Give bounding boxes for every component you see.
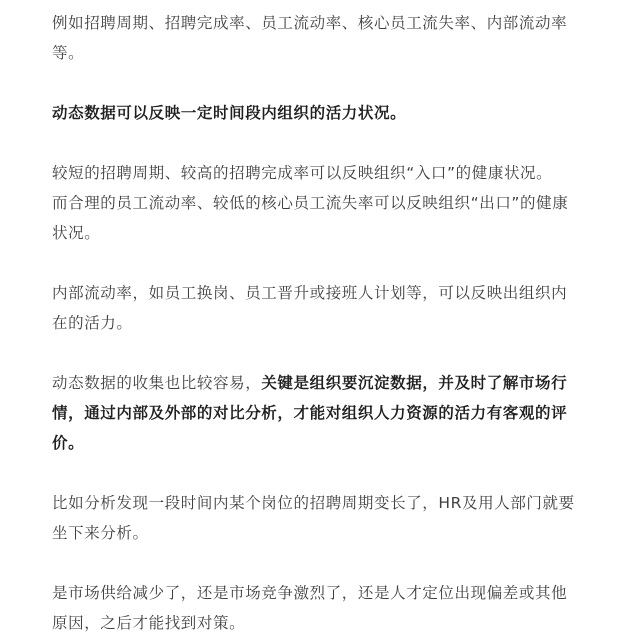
- paragraph-causes: 是市场供给减少了，还是市场竞争激烈了，还是人才定位出现偏差或其他原因，之后才能找到对策。: [52, 584, 568, 632]
- paragraph-heading-dynamic-data: 动态数据可以反映一定时间段内组织的活力状况。: [52, 104, 407, 122]
- spacer: [52, 548, 582, 578]
- paragraph-data-collection-bold: 关键是组织要沉淀数据，并及时了解市场行情，通过内部及外部的对比分析，才能对组织人力资源的活力有客观的评价。: [52, 374, 568, 452]
- spacer: [52, 338, 582, 368]
- spacer: [52, 68, 582, 98]
- paragraph-data-collection: [52, 368, 582, 458]
- article-body: [52, 8, 582, 638]
- paragraph-exit-health: 而合理的员工流动率、较低的核心员工流失率可以反映组织“出口”的健康状况。: [52, 194, 569, 242]
- paragraph-entrance-health: 较短的招聘周期、较高的招聘完成率可以反映组织“入口”的健康状况。: [52, 164, 553, 182]
- spacer: [52, 128, 582, 158]
- paragraph-examples: 例如招聘周期、招聘完成率、员工流动率、核心员工流失率、内部流动率等。: [52, 14, 568, 62]
- paragraph-analysis-example: 比如分析发现一段时间内某个岗位的招聘周期变长了，HR及用人部门就要坐下来分析。: [52, 494, 575, 542]
- paragraph-data-collection-normal: 动态数据的收集也比较容易，: [52, 374, 262, 392]
- paragraph-internal-mobility: 内部流动率，如员工换岗、员工晋升或接班人计划等，可以反映出组织内在的活力。: [52, 284, 568, 332]
- spacer: [52, 458, 582, 488]
- spacer: [52, 248, 582, 278]
